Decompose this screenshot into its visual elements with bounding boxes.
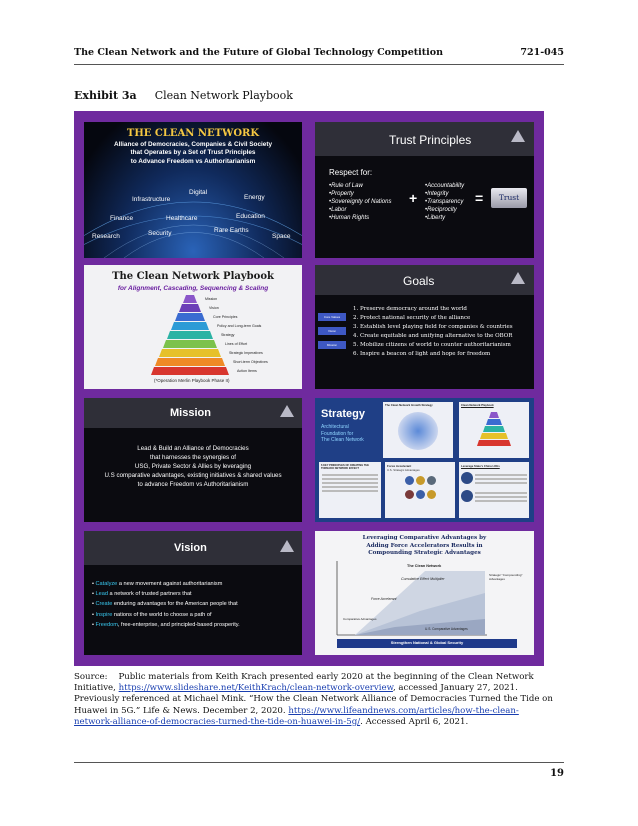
- slide-clean-network: [84, 122, 302, 258]
- header-rule: [74, 64, 564, 65]
- case-number: 721-045: [520, 47, 564, 58]
- slide-title: Strategy: [321, 408, 366, 420]
- slide-title: Mission: [170, 407, 211, 419]
- slide-title: The Clean Network Playbook: [112, 271, 274, 282]
- document-title: The Clean Network and the Future of Global Technology Competition: [74, 47, 443, 58]
- growth-strategy-box: The Clean Network Growth Strategy: [383, 402, 453, 458]
- vision-line: • Lead a network of trusted partners that: [92, 591, 192, 598]
- vision-line: • Catalyze a new movement against authoritarianism: [92, 581, 223, 587]
- sector-word: Research: [92, 233, 120, 240]
- principles-right-list: •Accountability •Integrity •Transparency •Reciprocity •Liberty: [425, 183, 465, 221]
- triangle-logo-icon: [280, 540, 294, 552]
- source-text: , accessed January 27, 2021. Previously referenced at Michael Mink. “How the Clean Network Alliance of Democracies Turned the Tide on Huawei in 5G.” Life & News. December 2, 2020.: [74, 683, 553, 716]
- vision-list: [92, 579, 240, 630]
- goals-list: 1. Preserve democracy around the world 2. Protect national security of the alliance 3. Establish level playing field for companies & countries 4. Create equitable and unifying alternative to the OBOR 5. Mobilize citizens of world to counter authoritarianism 6. Inspire a beacon of light and hope for freedom: [353, 306, 513, 357]
- vision-line: • Inspire nations of the world to choose a path of: [92, 611, 212, 618]
- slide-title: Vision: [174, 542, 207, 554]
- triangle-logo-icon: [511, 130, 525, 142]
- pyramid-footnote: (*Operation Merlin Playbook Phase II): [154, 378, 230, 383]
- slide-goals: [315, 265, 534, 389]
- running-header: [74, 47, 564, 58]
- graph-label-accelerant: Force Accelerant: [371, 597, 397, 601]
- sector-word: Energy: [244, 194, 265, 201]
- source-note: [74, 672, 554, 728]
- sector-word: Healthcare: [166, 215, 198, 222]
- compounding-graph: [315, 531, 534, 655]
- goal-tag: Core Values: [318, 313, 346, 321]
- principles-box: 6 KEY PRINCIPLES OF CREATING THE TORNADO NETWORK EFFECT: [319, 462, 381, 518]
- source-link[interactable]: https://www.lifeandnews.com/articles/how-the-clean-network-alliance-of-democracies-turned-the-tide-on-huawei-in-5g/: [74, 705, 519, 727]
- pyramid-graphic: [84, 265, 302, 389]
- sector-word: Space: [272, 233, 291, 240]
- mini-pyramid-graphic: [459, 408, 529, 454]
- triangle-logo-icon: [280, 405, 294, 417]
- china-loes-box: Leverage State's China LOEs: [459, 462, 529, 518]
- exhibit-label: Exhibit 3a: [74, 89, 137, 102]
- graph-bottom-bar: Strengthen National & Global Security: [390, 640, 464, 645]
- sector-word: Infrastructure: [132, 196, 171, 203]
- slide-mission: [84, 398, 302, 522]
- sector-word: Digital: [189, 189, 208, 196]
- source-link[interactable]: https://www.slideshare.net/KeithKrach/clean-network-overview: [118, 683, 393, 694]
- slide-strategy: [315, 398, 534, 522]
- sector-word: Security: [148, 230, 172, 237]
- graph-label-strategic: Strategic "Compounding" Advantages: [489, 573, 523, 581]
- exhibit-figure: [74, 111, 544, 666]
- slide-subtitle: for Alignment, Cascading, Sequencing & Scaling: [117, 285, 269, 292]
- slide-compounding-advantages: [315, 531, 534, 655]
- playbook-thumbnail-box: Clean Network Playbook: [459, 402, 529, 458]
- slide-title: Trust Principles: [389, 133, 472, 147]
- plus-symbol: +: [409, 190, 418, 206]
- trust-box: Trust: [491, 188, 527, 208]
- slide-playbook: [84, 265, 302, 389]
- triangle-logo-icon: [511, 272, 525, 284]
- slide-title: THE CLEAN NETWORK: [126, 128, 260, 139]
- slide-vision: [84, 531, 302, 655]
- exhibit-caption: [74, 89, 293, 102]
- page-number: 19: [550, 768, 564, 779]
- strategy-subtitle: Architectural Foundation for The Clean Network: [321, 424, 364, 443]
- goal-tag: Mission: [318, 341, 346, 349]
- respect-label: Respect for:: [329, 168, 373, 177]
- graph-label-comparative: Comparative Advantages: [343, 617, 377, 621]
- mission-statement: Lead & Build an Alliance of Democracies that harnesses the synergies of USG, Private Sector & Allies by leveraging U.S comparative advantages, existing initiatives & shared values to advance Freedom vs Authoritarianism: [104, 445, 282, 488]
- force-accelerant-box: Force Accelerant U.S. Strategic Advantages: [385, 462, 455, 518]
- graph-label-network: The Clean Network: [407, 564, 442, 568]
- sector-word: Finance: [110, 215, 134, 222]
- source-text: Public materials from Keith Krach presented early 2020 at the beginning of the Clean Network Initiative,: [74, 672, 534, 694]
- source-text: . Accessed April 6, 2021.: [360, 716, 469, 727]
- footer-rule: [74, 762, 564, 763]
- exhibit-title: Clean Network Playbook: [154, 89, 293, 102]
- slide-trust-principles: [315, 122, 534, 258]
- slide-subtitle: Alliance of Democracies, Companies & Civil Society that Operates by a Set of Trust Principles to Advance Freedom vs Authoritarianism: [113, 141, 273, 165]
- equals-symbol: =: [475, 190, 484, 206]
- slide-title: Leveraging Comparative Advantages by Adding Force Accelerators Results in Compounding Strategic Advantages: [362, 535, 487, 557]
- vision-line: • Create enduring advantages for the American people that: [92, 601, 238, 608]
- pyramid-levels: Mission Vision Core Principles Policy and Long-term Goals Strategy Lines of Effort Strategic Imperatives Short-term Objectives Action Items: [205, 297, 268, 373]
- sector-word: Rare Earths: [214, 227, 249, 234]
- graph-label-multiplier: Cumulative Effect Multiplier: [401, 577, 445, 581]
- goal-tag: Vision: [318, 327, 346, 335]
- source-label: Source:: [74, 672, 108, 682]
- principles-left-list: •Rule of Law •Property •Sovereignty of Nations •Labor •Human Rights: [329, 183, 392, 221]
- sector-word: Education: [236, 213, 265, 220]
- slide-title: Goals: [403, 274, 435, 288]
- vision-line: • Freedom, free-enterprise, and principled-based prosperity.: [92, 621, 240, 628]
- graph-label-us: U.S. Comparative Advantages: [425, 627, 468, 631]
